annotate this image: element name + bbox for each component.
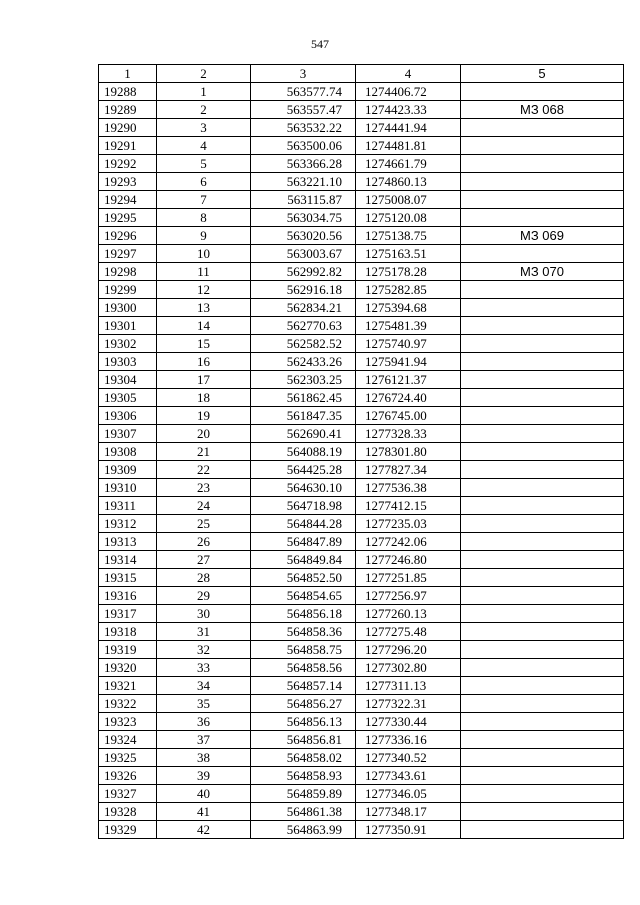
cell-mark (461, 533, 624, 551)
cell-coord-x: 562433.26 (251, 353, 356, 371)
table-row (99, 83, 624, 101)
table-row (99, 803, 624, 821)
cell-point-id: 19326 (99, 767, 157, 785)
cell-coord-y: 1275941.94 (356, 353, 461, 371)
cell-coord-x: 564847.89 (251, 533, 356, 551)
cell-coord-x: 564630.10 (251, 479, 356, 497)
cell-coord-x: 564856.18 (251, 605, 356, 623)
cell-sequence: 27 (157, 551, 251, 569)
table-row (99, 407, 624, 425)
cell-mark (461, 623, 624, 641)
cell-sequence: 4 (157, 137, 251, 155)
cell-sequence: 23 (157, 479, 251, 497)
cell-sequence: 26 (157, 533, 251, 551)
cell-coord-y: 1277348.17 (356, 803, 461, 821)
cell-coord-x: 563020.56 (251, 227, 356, 245)
cell-coord-x: 562992.82 (251, 263, 356, 281)
cell-mark (461, 83, 624, 101)
cell-coord-y: 1277827.34 (356, 461, 461, 479)
cell-sequence: 35 (157, 695, 251, 713)
cell-coord-y: 1276724.40 (356, 389, 461, 407)
cell-point-id: 19295 (99, 209, 157, 227)
cell-point-id: 19324 (99, 731, 157, 749)
cell-mark (461, 443, 624, 461)
cell-coord-y: 1277242.06 (356, 533, 461, 551)
cell-sequence: 21 (157, 443, 251, 461)
cell-mark (461, 785, 624, 803)
cell-coord-y: 1278301.80 (356, 443, 461, 461)
cell-coord-x: 564425.28 (251, 461, 356, 479)
table-row (99, 281, 624, 299)
cell-point-id: 19307 (99, 425, 157, 443)
cell-mark (461, 209, 624, 227)
cell-sequence: 24 (157, 497, 251, 515)
cell-mark (461, 767, 624, 785)
cell-sequence: 10 (157, 245, 251, 263)
cell-coord-x: 561862.45 (251, 389, 356, 407)
cell-mark (461, 821, 624, 839)
cell-coord-x: 564857.14 (251, 677, 356, 695)
cell-sequence: 41 (157, 803, 251, 821)
cell-mark (461, 281, 624, 299)
cell-sequence: 20 (157, 425, 251, 443)
cell-coord-x: 562690.41 (251, 425, 356, 443)
cell-point-id: 19300 (99, 299, 157, 317)
cell-sequence: 13 (157, 299, 251, 317)
table-row (99, 749, 624, 767)
cell-point-id: 19320 (99, 659, 157, 677)
table-row (99, 767, 624, 785)
cell-coord-x: 564858.56 (251, 659, 356, 677)
cell-mark (461, 551, 624, 569)
cell-sequence: 37 (157, 731, 251, 749)
cell-coord-y: 1277296.20 (356, 641, 461, 659)
cell-coord-x: 564844.28 (251, 515, 356, 533)
table-row (99, 245, 624, 263)
cell-coord-x: 564859.89 (251, 785, 356, 803)
cell-coord-y: 1277260.13 (356, 605, 461, 623)
cell-coord-y: 1274661.79 (356, 155, 461, 173)
header-col-3: 3 (251, 65, 356, 83)
cell-point-id: 19298 (99, 263, 157, 281)
table-row (99, 731, 624, 749)
cell-mark (461, 155, 624, 173)
table-row (99, 587, 624, 605)
cell-mark: МЗ 070 (461, 263, 624, 281)
table-row (99, 263, 624, 281)
table-row (99, 227, 624, 245)
cell-sequence: 30 (157, 605, 251, 623)
cell-coord-x: 564858.93 (251, 767, 356, 785)
cell-coord-x: 563003.67 (251, 245, 356, 263)
table-row (99, 353, 624, 371)
cell-coord-x: 562834.21 (251, 299, 356, 317)
cell-point-id: 19321 (99, 677, 157, 695)
cell-mark (461, 659, 624, 677)
cell-sequence: 7 (157, 191, 251, 209)
table-row (99, 605, 624, 623)
cell-sequence: 40 (157, 785, 251, 803)
cell-point-id: 19305 (99, 389, 157, 407)
cell-point-id: 19316 (99, 587, 157, 605)
cell-mark (461, 479, 624, 497)
cell-point-id: 19299 (99, 281, 157, 299)
cell-coord-x: 561847.35 (251, 407, 356, 425)
cell-mark (461, 371, 624, 389)
cell-coord-x: 562916.18 (251, 281, 356, 299)
cell-sequence: 19 (157, 407, 251, 425)
cell-point-id: 19327 (99, 785, 157, 803)
table-row (99, 515, 624, 533)
cell-sequence: 33 (157, 659, 251, 677)
cell-coord-x: 563034.75 (251, 209, 356, 227)
cell-mark (461, 497, 624, 515)
cell-sequence: 3 (157, 119, 251, 137)
cell-coord-x: 563366.28 (251, 155, 356, 173)
coordinates-table (98, 64, 624, 839)
table-row (99, 479, 624, 497)
cell-mark (461, 137, 624, 155)
cell-mark (461, 605, 624, 623)
cell-point-id: 19290 (99, 119, 157, 137)
table-row (99, 317, 624, 335)
cell-point-id: 19310 (99, 479, 157, 497)
table-row (99, 713, 624, 731)
cell-point-id: 19309 (99, 461, 157, 479)
table-row (99, 191, 624, 209)
cell-point-id: 19329 (99, 821, 157, 839)
cell-mark (461, 695, 624, 713)
cell-mark (461, 587, 624, 605)
cell-sequence: 28 (157, 569, 251, 587)
cell-coord-y: 1274441.94 (356, 119, 461, 137)
cell-mark (461, 569, 624, 587)
cell-sequence: 25 (157, 515, 251, 533)
cell-coord-y: 1277412.15 (356, 497, 461, 515)
cell-coord-y: 1275740.97 (356, 335, 461, 353)
cell-coord-y: 1277330.44 (356, 713, 461, 731)
table-row (99, 299, 624, 317)
cell-point-id: 19318 (99, 623, 157, 641)
cell-sequence: 17 (157, 371, 251, 389)
cell-sequence: 18 (157, 389, 251, 407)
cell-coord-x: 564858.02 (251, 749, 356, 767)
cell-coord-x: 564861.38 (251, 803, 356, 821)
cell-point-id: 19315 (99, 569, 157, 587)
cell-coord-y: 1275120.08 (356, 209, 461, 227)
table-row (99, 497, 624, 515)
cell-coord-x: 564854.65 (251, 587, 356, 605)
table-row (99, 623, 624, 641)
cell-mark (461, 641, 624, 659)
cell-mark: МЗ 069 (461, 227, 624, 245)
cell-coord-x: 563557.47 (251, 101, 356, 119)
cell-coord-x: 564858.75 (251, 641, 356, 659)
cell-coord-x: 564852.50 (251, 569, 356, 587)
cell-sequence: 34 (157, 677, 251, 695)
cell-sequence: 38 (157, 749, 251, 767)
cell-point-id: 19289 (99, 101, 157, 119)
cell-mark (461, 335, 624, 353)
cell-point-id: 19322 (99, 695, 157, 713)
cell-mark (461, 353, 624, 371)
cell-coord-y: 1277346.05 (356, 785, 461, 803)
header-col-2: 2 (157, 65, 251, 83)
cell-point-id: 19293 (99, 173, 157, 191)
cell-point-id: 19319 (99, 641, 157, 659)
cell-coord-y: 1275138.75 (356, 227, 461, 245)
cell-coord-y: 1277302.80 (356, 659, 461, 677)
cell-coord-y: 1277340.52 (356, 749, 461, 767)
cell-mark: МЗ 068 (461, 101, 624, 119)
cell-coord-y: 1274481.81 (356, 137, 461, 155)
cell-coord-y: 1277336.16 (356, 731, 461, 749)
cell-sequence: 29 (157, 587, 251, 605)
cell-coord-y: 1274423.33 (356, 101, 461, 119)
table-row (99, 101, 624, 119)
cell-coord-y: 1277536.38 (356, 479, 461, 497)
table-row (99, 137, 624, 155)
cell-mark (461, 407, 624, 425)
cell-coord-y: 1275008.07 (356, 191, 461, 209)
cell-point-id: 19313 (99, 533, 157, 551)
cell-sequence: 12 (157, 281, 251, 299)
table-row (99, 371, 624, 389)
table-row (99, 443, 624, 461)
cell-sequence: 11 (157, 263, 251, 281)
cell-coord-x: 564718.98 (251, 497, 356, 515)
table-row (99, 209, 624, 227)
table-row (99, 461, 624, 479)
cell-coord-y: 1277311.13 (356, 677, 461, 695)
cell-sequence: 6 (157, 173, 251, 191)
cell-coord-y: 1277350.91 (356, 821, 461, 839)
cell-point-id: 19328 (99, 803, 157, 821)
cell-coord-x: 563577.74 (251, 83, 356, 101)
cell-coord-y: 1275163.51 (356, 245, 461, 263)
cell-coord-x: 563115.87 (251, 191, 356, 209)
table-row (99, 533, 624, 551)
cell-mark (461, 119, 624, 137)
cell-point-id: 19296 (99, 227, 157, 245)
cell-sequence: 15 (157, 335, 251, 353)
cell-mark (461, 299, 624, 317)
cell-sequence: 2 (157, 101, 251, 119)
cell-coord-y: 1277251.85 (356, 569, 461, 587)
table-row (99, 155, 624, 173)
cell-coord-y: 1275282.85 (356, 281, 461, 299)
table-row (99, 569, 624, 587)
table-header (99, 65, 624, 83)
cell-coord-y: 1275178.28 (356, 263, 461, 281)
cell-coord-y: 1274860.13 (356, 173, 461, 191)
cell-coord-x: 563532.22 (251, 119, 356, 137)
cell-point-id: 19314 (99, 551, 157, 569)
cell-coord-x: 564863.99 (251, 821, 356, 839)
cell-point-id: 19323 (99, 713, 157, 731)
cell-mark (461, 713, 624, 731)
table-row (99, 173, 624, 191)
cell-coord-y: 1277256.97 (356, 587, 461, 605)
cell-mark (461, 803, 624, 821)
cell-point-id: 19292 (99, 155, 157, 173)
cell-sequence: 14 (157, 317, 251, 335)
table-row (99, 641, 624, 659)
cell-point-id: 19303 (99, 353, 157, 371)
cell-mark (461, 461, 624, 479)
cell-mark (461, 245, 624, 263)
cell-coord-y: 1277328.33 (356, 425, 461, 443)
cell-coord-x: 564856.81 (251, 731, 356, 749)
cell-coord-y: 1275481.39 (356, 317, 461, 335)
table-body (99, 83, 624, 839)
table-row (99, 119, 624, 137)
cell-mark (461, 515, 624, 533)
cell-mark (461, 731, 624, 749)
table-row (99, 677, 624, 695)
cell-coord-x: 563500.06 (251, 137, 356, 155)
cell-mark (461, 389, 624, 407)
cell-sequence: 22 (157, 461, 251, 479)
cell-coord-y: 1276121.37 (356, 371, 461, 389)
cell-point-id: 19308 (99, 443, 157, 461)
cell-coord-x: 564849.84 (251, 551, 356, 569)
cell-sequence: 36 (157, 713, 251, 731)
cell-coord-y: 1277235.03 (356, 515, 461, 533)
cell-point-id: 19294 (99, 191, 157, 209)
cell-coord-y: 1277275.48 (356, 623, 461, 641)
cell-coord-y: 1275394.68 (356, 299, 461, 317)
cell-sequence: 1 (157, 83, 251, 101)
table-row (99, 821, 624, 839)
cell-coord-x: 562303.25 (251, 371, 356, 389)
cell-coord-x: 562582.52 (251, 335, 356, 353)
cell-point-id: 19304 (99, 371, 157, 389)
table-row (99, 425, 624, 443)
cell-mark (461, 677, 624, 695)
cell-mark (461, 317, 624, 335)
cell-point-id: 19317 (99, 605, 157, 623)
cell-coord-x: 564856.27 (251, 695, 356, 713)
cell-point-id: 19312 (99, 515, 157, 533)
cell-point-id: 19301 (99, 317, 157, 335)
cell-coord-x: 564858.36 (251, 623, 356, 641)
header-col-1: 1 (99, 65, 157, 83)
cell-coord-y: 1274406.72 (356, 83, 461, 101)
cell-point-id: 19302 (99, 335, 157, 353)
cell-sequence: 16 (157, 353, 251, 371)
cell-sequence: 42 (157, 821, 251, 839)
cell-sequence: 39 (157, 767, 251, 785)
table-row (99, 695, 624, 713)
cell-mark (461, 191, 624, 209)
cell-sequence: 31 (157, 623, 251, 641)
cell-coord-y: 1277322.31 (356, 695, 461, 713)
table-row (99, 551, 624, 569)
cell-mark (461, 173, 624, 191)
cell-mark (461, 749, 624, 767)
cell-coord-x: 564088.19 (251, 443, 356, 461)
cell-coord-y: 1276745.00 (356, 407, 461, 425)
header-col-4: 4 (356, 65, 461, 83)
header-row (99, 65, 624, 83)
cell-sequence: 5 (157, 155, 251, 173)
cell-sequence: 32 (157, 641, 251, 659)
cell-sequence: 9 (157, 227, 251, 245)
cell-coord-y: 1277246.80 (356, 551, 461, 569)
table-row (99, 659, 624, 677)
cell-point-id: 19325 (99, 749, 157, 767)
cell-coord-y: 1277343.61 (356, 767, 461, 785)
table-row (99, 785, 624, 803)
header-col-5: 5 (461, 65, 624, 83)
cell-point-id: 19291 (99, 137, 157, 155)
cell-point-id: 19288 (99, 83, 157, 101)
cell-point-id: 19297 (99, 245, 157, 263)
table-row (99, 335, 624, 353)
cell-mark (461, 425, 624, 443)
cell-point-id: 19306 (99, 407, 157, 425)
cell-coord-x: 562770.63 (251, 317, 356, 335)
table-row (99, 389, 624, 407)
cell-coord-x: 564856.13 (251, 713, 356, 731)
cell-coord-x: 563221.10 (251, 173, 356, 191)
page-number: 547 (311, 37, 329, 51)
cell-sequence: 8 (157, 209, 251, 227)
cell-point-id: 19311 (99, 497, 157, 515)
